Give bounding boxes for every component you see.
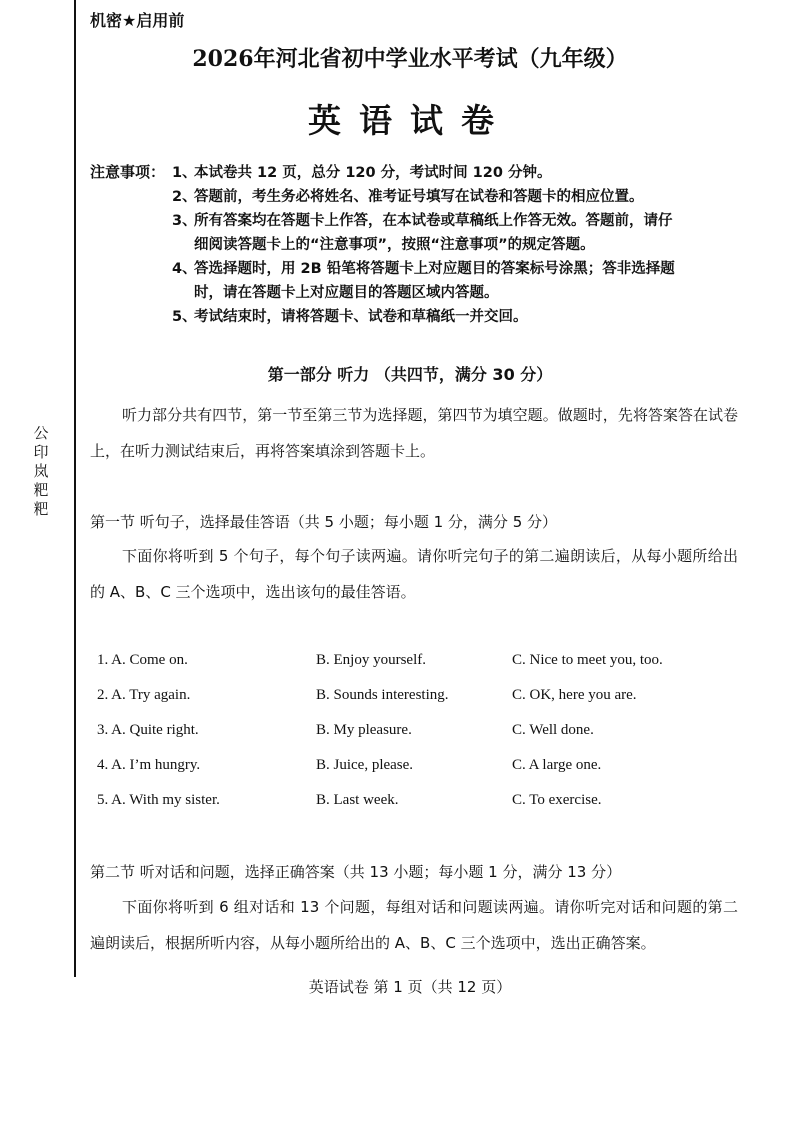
q2-option-c: C. OK, here you are. — [512, 687, 637, 703]
page-footer: 英语试卷 第 1 页（共 12 页） — [308, 978, 512, 996]
notice-item-5-num: 5、 — [172, 309, 197, 325]
q3-option-b: B. My pleasure. — [316, 722, 412, 738]
part1-title: 第一部分 听力 （共四节，满分 30 分） — [267, 365, 553, 384]
q1-option-b: B. Enjoy yourself. — [316, 652, 426, 668]
notice-item-3-text-line1: 所有答案均在答题卡上作答，在本试卷或草稿纸上作答无效。答题前，请仔 — [194, 213, 673, 229]
notice-label: 注意事项： — [90, 163, 166, 181]
q5-option-a: 5. A. With my sister. — [97, 792, 220, 808]
q2-option-b: B. Sounds interesting. — [316, 687, 449, 703]
q1-option-c: C. Nice to meet you, too. — [512, 652, 663, 668]
notice-item-4-text-line2: 时，请在答题卡上对应题目的答题区域内答题。 — [194, 285, 499, 301]
q3-option-c: C. Well done. — [512, 722, 594, 738]
notice-item-4-text-line1: 答选择题时，用 2B 铅笔将答题卡上对应题目的答案标号涂黑；答非选择题 — [194, 261, 675, 277]
notice-item-4-num: 4、 — [172, 261, 197, 277]
q4-option-c: C. A large one. — [512, 757, 602, 773]
q1-option-a: 1. A. Come on. — [97, 652, 188, 668]
q4-option-b: B. Juice, please. — [316, 757, 414, 773]
q3-option-a: 3. A. Quite right. — [97, 722, 199, 738]
confidential-label: 机密★启用前 — [90, 11, 185, 30]
notice-item-2-num: 2、 — [172, 189, 197, 205]
q2-option-a: 2. A. Try again. — [97, 687, 191, 703]
notice-item-2-text: 答题前，考生务必将姓名、准考证号填写在试卷和答题卡的相应位置。 — [194, 189, 644, 205]
exam-title: 2026年河北省初中学业水平考试（九年级） — [192, 46, 628, 72]
binding-margin-line — [74, 0, 76, 977]
section1-title: 第一节 听句子，选择最佳答语（共 5 小题；每小题 1 分，满分 5 分） — [90, 513, 558, 531]
notice-item-5-text: 考试结束时，请将答题卡、试卷和草稿纸一并交回。 — [194, 309, 528, 325]
subject-title: 英语试卷 — [308, 101, 512, 140]
section1-instructions: 下面你将听到 5 个句子，每个句子读两遍。请你听完句子的第二遍朗读后，从每小题所给出的 A、B、C 三个选项中，选出该句的最佳答语。 — [90, 547, 738, 601]
q5-option-c: C. To exercise. — [512, 792, 602, 808]
notice-item-3-num: 3、 — [172, 213, 197, 229]
side-stamp-text: 公印岚粑粑 — [33, 424, 49, 518]
notice-item-1-num: 1、 — [172, 165, 197, 181]
q4-option-a: 4. A. I’m hungry. — [97, 757, 201, 773]
notice-item-1-text: 本试卷共 12 页，总分 120 分，考试时间 120 分钟。 — [194, 165, 552, 181]
section2-title: 第二节 听对话和问题，选择正确答案（共 13 小题；每小题 1 分，满分 13 分） — [90, 863, 622, 881]
section2-instructions: 下面你将听到 6 组对话和 13 个问题，每组对话和问题读两遍。请你听完对话和问题的第二遍朗读后，根据所听内容，从每小题所给出的 A、B、C 三个选项中，选出正确答案。 — [90, 898, 738, 952]
part1-intro: 听力部分共有四节，第一节至第三节为选择题，第四节为填空题。做题时，先将答案答在试卷上，在听力测试结束后，再将答案填涂到答题卡上。 — [90, 406, 738, 460]
notice-item-3-text-line2: 细阅读答题卡上的“注意事项”，按照“注意事项”的规定答题。 — [194, 237, 595, 253]
q5-option-b: B. Last week. — [316, 792, 399, 808]
